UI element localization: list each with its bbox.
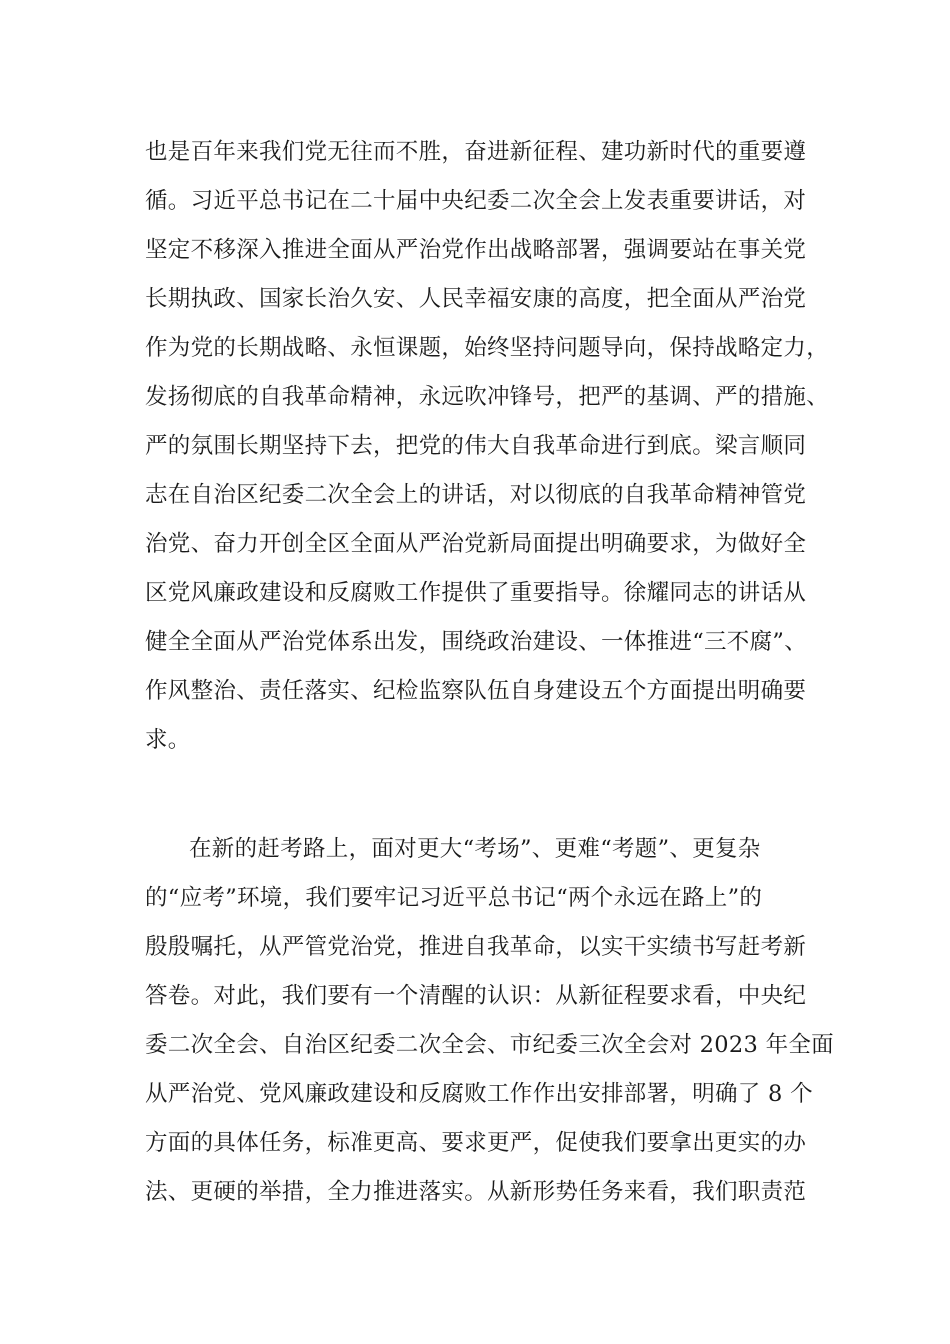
text-line: 从严治党、党风廉政建设和反腐败工作作出安排部署，明确了 8 个 — [145, 1081, 813, 1107]
text-line: 在新的赶考路上，面对更大“考场”、更难“考题”、更复杂 — [189, 836, 761, 862]
text-line: 委二次全会、自治区纪委二次全会、市纪委三次全会对 2023 年全面 — [145, 1032, 834, 1058]
text-line: 作为党的长期战略、永恒课题，始终坚持问题导向，保持战略定力， — [145, 335, 830, 361]
text-line: 坚定不移深入推进全面从严治党作出战略部署，强调要站在事关党 — [145, 237, 807, 263]
text-line: 法、更硬的举措，全力推进落实。从新形势任务来看，我们职责范 — [145, 1179, 807, 1205]
text-line: 志在自治区纪委二次全会上的讲话，对以彻底的自我革命精神管党 — [145, 482, 807, 508]
text-line: 治党、奋力开创全区全面从严治党新局面提出明确要求，为做好全 — [145, 531, 807, 557]
text-line: 作风整治、责任落实、纪检监察队伍自身建设五个方面提出明确要 — [145, 678, 807, 704]
text-line: 发扬彻底的自我革命精神，永远吹冲锋号，把严的基调、严的措施、 — [145, 384, 830, 410]
text-line: 求。 — [145, 727, 191, 753]
text-line: 循。习近平总书记在二十届中央纪委二次全会上发表重要讲话，对 — [145, 188, 807, 214]
text-line: 的“应考”环境，我们要牢记习近平总书记“两个永远在路上”的 — [145, 885, 763, 911]
text-line: 方面的具体任务，标准更高、要求更严，促使我们要拿出更实的办 — [145, 1130, 807, 1156]
text-line: 严的氛围长期坚持下去，把党的伟大自我革命进行到底。梁言顺同 — [145, 433, 807, 459]
text-line: 长期执政、国家长治久安、人民幸福安康的高度，把全面从严治党 — [145, 286, 807, 312]
text-line: 答卷。对此，我们要有一个清醒的认识：从新征程要求看，中央纪 — [145, 983, 807, 1009]
text-line: 区党风廉政建设和反腐败工作提供了重要指导。徐耀同志的讲话从 — [145, 580, 807, 606]
text-line: 也是百年来我们党无往而不胜，奋进新征程、建功新时代的重要遵 — [145, 139, 807, 165]
text-line: 健全全面从严治党体系出发，围绕政治建设、一体推进“三不腐”、 — [145, 629, 808, 655]
text-line: 殷殷嘱托，从严管党治党，推进自我革命，以实干实绩书写赶考新 — [145, 934, 807, 960]
